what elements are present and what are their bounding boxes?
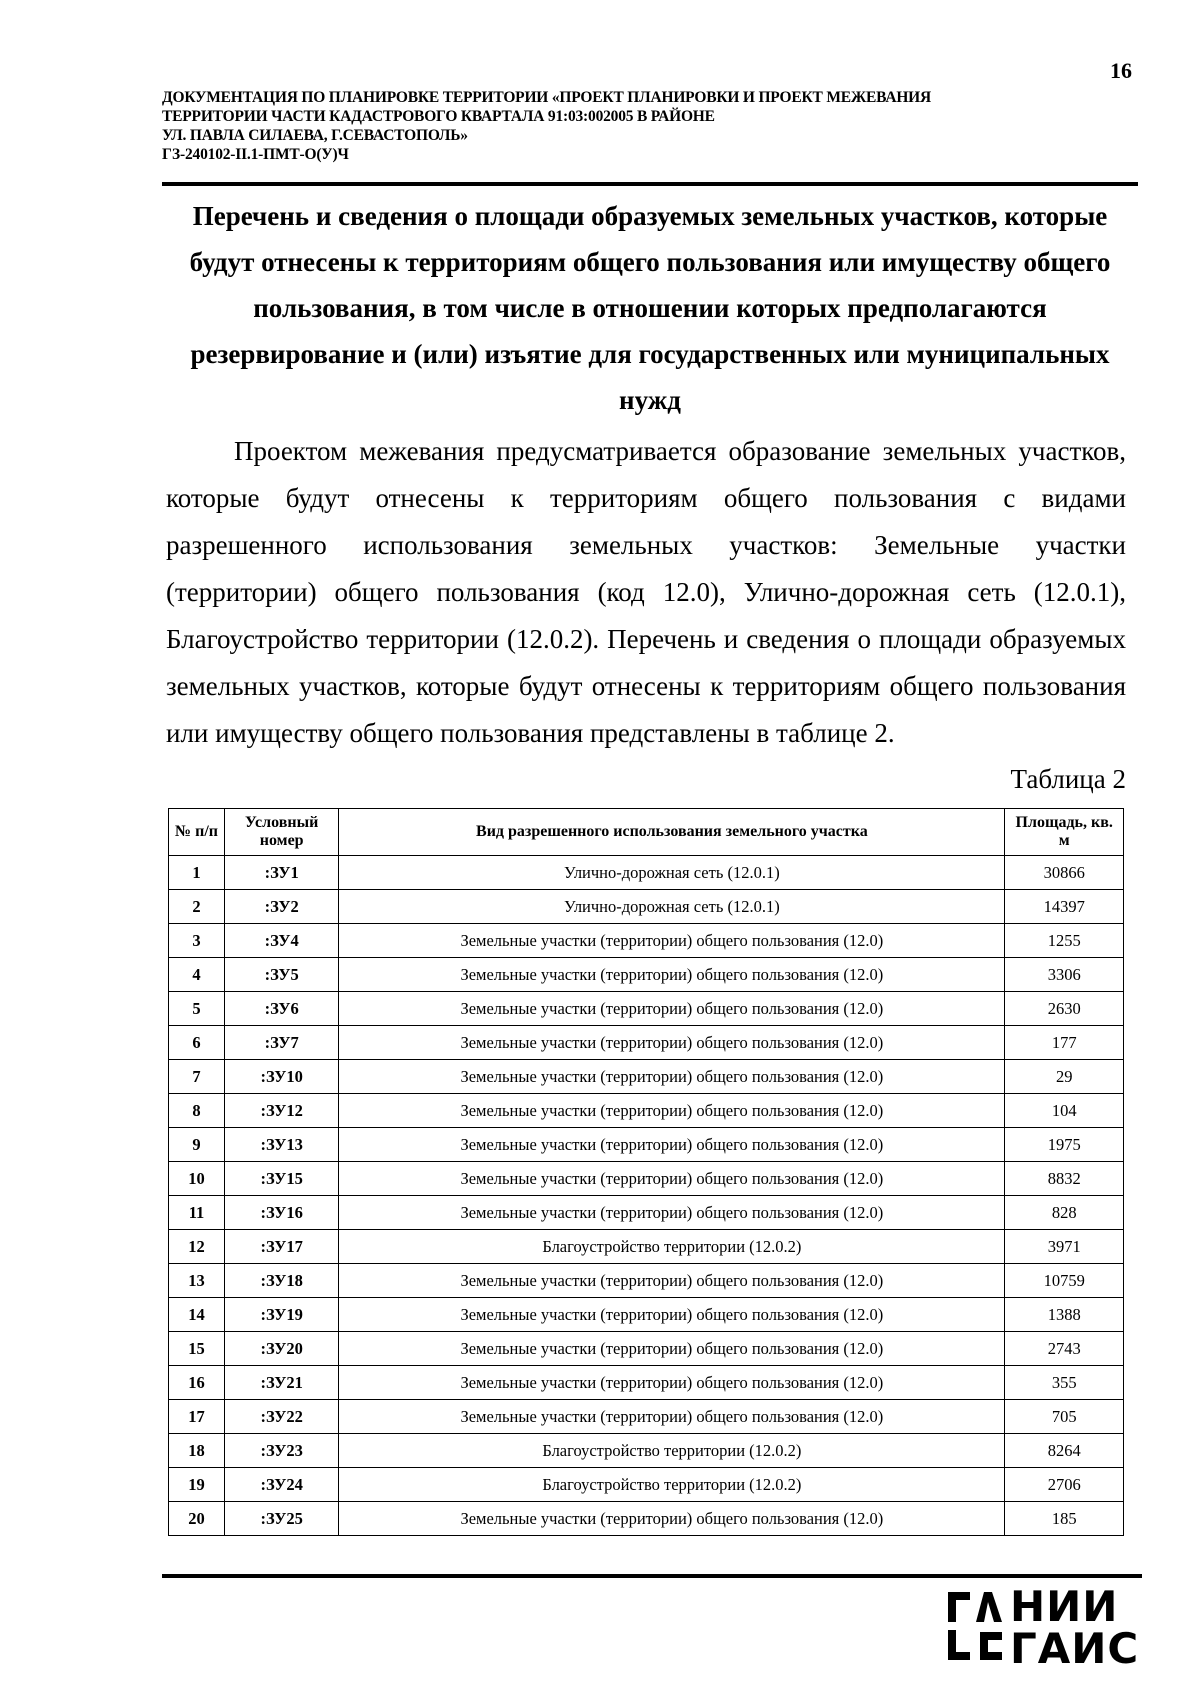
row-permitted-use: Земельные участки (территории) общего пользования (12.0) — [339, 1162, 1005, 1196]
row-permitted-use: Земельные участки (территории) общего пользования (12.0) — [339, 1026, 1005, 1060]
row-conditional-number: :ЗУ22 — [225, 1400, 339, 1434]
row-permitted-use: Улично-дорожная сеть (12.0.1) — [339, 890, 1005, 924]
table-row — [169, 1468, 1124, 1502]
row-number: 13 — [169, 1264, 225, 1298]
row-conditional-number: :ЗУ2 — [225, 890, 339, 924]
header-divider — [162, 182, 1138, 186]
row-permitted-use: Земельные участки (территории) общего пользования (12.0) — [339, 924, 1005, 958]
row-number: 14 — [169, 1298, 225, 1332]
row-area: 355 — [1005, 1366, 1124, 1400]
table-row — [169, 1162, 1124, 1196]
row-number: 6 — [169, 1026, 225, 1060]
table-row — [169, 1434, 1124, 1468]
table-row — [169, 1332, 1124, 1366]
row-number: 9 — [169, 1128, 225, 1162]
row-permitted-use: Земельные участки (территории) общего пользования (12.0) — [339, 1264, 1005, 1298]
table-row — [169, 958, 1124, 992]
row-permitted-use: Земельные участки (территории) общего пользования (12.0) — [339, 1060, 1005, 1094]
row-conditional-number: :ЗУ23 — [225, 1434, 339, 1468]
row-number: 1 — [169, 856, 225, 890]
logo-text — [1010, 1582, 1140, 1673]
row-area: 104 — [1005, 1094, 1124, 1128]
table-row — [169, 992, 1124, 1026]
row-number: 4 — [169, 958, 225, 992]
row-conditional-number: :ЗУ10 — [225, 1060, 339, 1094]
row-number: 17 — [169, 1400, 225, 1434]
row-permitted-use: Земельные участки (территории) общего пользования (12.0) — [339, 1366, 1005, 1400]
row-conditional-number: :ЗУ24 — [225, 1468, 339, 1502]
row-conditional-number: :ЗУ18 — [225, 1264, 339, 1298]
row-conditional-number: :ЗУ4 — [225, 924, 339, 958]
row-area: 14397 — [1005, 890, 1124, 924]
table-row — [169, 890, 1124, 924]
row-conditional-number: :ЗУ1 — [225, 856, 339, 890]
row-permitted-use: Благоустройство территории (12.0.2) — [339, 1468, 1005, 1502]
row-number: 8 — [169, 1094, 225, 1128]
header-line: УЛ. ПАВЛА СИЛАЕВА, Г.СЕВАСТОПОЛЬ» — [162, 127, 468, 144]
header-area: Площадь, кв. м — [1005, 809, 1124, 856]
header-cond: Условный номер — [225, 809, 339, 856]
table-body — [169, 856, 1124, 1536]
row-number: 5 — [169, 992, 225, 1026]
row-permitted-use: Благоустройство территории (12.0.2) — [339, 1434, 1005, 1468]
row-conditional-number: :ЗУ12 — [225, 1094, 339, 1128]
row-area: 8832 — [1005, 1162, 1124, 1196]
row-conditional-number: :ЗУ5 — [225, 958, 339, 992]
table-row — [169, 1060, 1124, 1094]
row-number: 20 — [169, 1502, 225, 1536]
row-number: 18 — [169, 1434, 225, 1468]
row-permitted-use: Земельные участки (территории) общего пользования (12.0) — [339, 1502, 1005, 1536]
row-permitted-use: Благоустройство территории (12.0.2) — [339, 1230, 1005, 1264]
row-conditional-number: :ЗУ13 — [225, 1128, 339, 1162]
table-row — [169, 1230, 1124, 1264]
row-number: 7 — [169, 1060, 225, 1094]
row-area: 3306 — [1005, 958, 1124, 992]
row-permitted-use: Земельные участки (территории) общего пользования (12.0) — [339, 1196, 1005, 1230]
row-conditional-number: :ЗУ20 — [225, 1332, 339, 1366]
section-title: Перечень и сведения о площади образуемых земельных участков, которые будут отнесены к территориям общего пользования или имуществу общего пользования, в том числе в отношении которых предполагаются резервирование и (или) изъятие для государственных или муниципальных нужд — [189, 201, 1111, 415]
row-area: 177 — [1005, 1026, 1124, 1060]
row-permitted-use: Земельные участки (территории) общего пользования (12.0) — [339, 1128, 1005, 1162]
land-plots-table — [168, 808, 1124, 1536]
row-number: 19 — [169, 1468, 225, 1502]
gais-emblem-icon — [946, 1588, 1004, 1664]
table-header-row — [169, 809, 1124, 856]
table-row — [169, 1366, 1124, 1400]
document-header — [162, 88, 1122, 164]
page-number: 16 — [1110, 58, 1132, 83]
row-conditional-number: :ЗУ19 — [225, 1298, 339, 1332]
row-conditional-number: :ЗУ7 — [225, 1026, 339, 1060]
table-row — [169, 1128, 1124, 1162]
table-row — [169, 1502, 1124, 1536]
body-paragraph: Проектом межевания предусматривается образование земельных участков, которые будут отнесены к территориям общего пользования с видами разрешенного использования земельных участков: Земельные участки (территории) общего пользования (код 12.0), Улично-дорожная сеть (12.0.1), Благоустройство территории (12.0.2). Перечень и сведения о площади образуемых земельных участков, которые будут отнесены к территориям общего пользования или имуществу общего пользования представлены в таблице 2. — [166, 436, 1126, 748]
row-conditional-number: :ЗУ16 — [225, 1196, 339, 1230]
header-line: ДОКУМЕНТАЦИЯ ПО ПЛАНИРОВКЕ ТЕРРИТОРИИ «ПРОЕКТ ПЛАНИРОВКИ И ПРОЕКТ МЕЖЕВАНИЯ — [162, 89, 932, 106]
table-row — [169, 1196, 1124, 1230]
table-row — [169, 1400, 1124, 1434]
row-area: 1388 — [1005, 1298, 1124, 1332]
row-conditional-number: :ЗУ25 — [225, 1502, 339, 1536]
row-area: 29 — [1005, 1060, 1124, 1094]
row-area: 3971 — [1005, 1230, 1124, 1264]
table-row — [169, 924, 1124, 958]
row-permitted-use: Земельные участки (территории) общего пользования (12.0) — [339, 1332, 1005, 1366]
row-area: 1255 — [1005, 924, 1124, 958]
header-kind: Вид разрешенного использования земельного участка — [339, 809, 1005, 856]
row-number: 15 — [169, 1332, 225, 1366]
row-conditional-number: :ЗУ17 — [225, 1230, 339, 1264]
row-number: 11 — [169, 1196, 225, 1230]
row-number: 12 — [169, 1230, 225, 1264]
header-num: № п/п — [169, 809, 225, 856]
row-area: 828 — [1005, 1196, 1124, 1230]
row-number: 16 — [169, 1366, 225, 1400]
row-area: 30866 — [1005, 856, 1124, 890]
document-code: ГЗ-240102-II.1-ПМТ-О(У)Ч — [162, 146, 349, 163]
row-area: 8264 — [1005, 1434, 1124, 1468]
table-row — [169, 1298, 1124, 1332]
row-permitted-use: Земельные участки (территории) общего пользования (12.0) — [339, 992, 1005, 1026]
table-row — [169, 1094, 1124, 1128]
row-area: 185 — [1005, 1502, 1124, 1536]
row-conditional-number: :ЗУ21 — [225, 1366, 339, 1400]
footer-divider — [162, 1574, 1142, 1578]
row-area: 705 — [1005, 1400, 1124, 1434]
row-area: 10759 — [1005, 1264, 1124, 1298]
logo-line-1: НИИ — [1010, 1582, 1119, 1631]
nii-gais-logo — [946, 1582, 1140, 1674]
row-number: 10 — [169, 1162, 225, 1196]
row-conditional-number: :ЗУ6 — [225, 992, 339, 1026]
table-row — [169, 1026, 1124, 1060]
table-row — [169, 856, 1124, 890]
row-permitted-use: Земельные участки (территории) общего пользования (12.0) — [339, 1400, 1005, 1434]
row-area: 1975 — [1005, 1128, 1124, 1162]
row-area: 2706 — [1005, 1468, 1124, 1502]
table-caption: Таблица 2 — [1010, 764, 1126, 794]
table-row — [169, 1264, 1124, 1298]
header-line: ТЕРРИТОРИИ ЧАСТИ КАДАСТРОВОГО КВАРТАЛА 91:03:002005 В РАЙОНЕ — [162, 108, 715, 125]
row-conditional-number: :ЗУ15 — [225, 1162, 339, 1196]
row-permitted-use: Земельные участки (территории) общего пользования (12.0) — [339, 1094, 1005, 1128]
row-area: 2630 — [1005, 992, 1124, 1026]
row-area: 2743 — [1005, 1332, 1124, 1366]
row-permitted-use: Земельные участки (территории) общего пользования (12.0) — [339, 1298, 1005, 1332]
row-number: 3 — [169, 924, 225, 958]
logo-line-2: ГАИС — [1010, 1624, 1140, 1673]
row-permitted-use: Земельные участки (территории) общего пользования (12.0) — [339, 958, 1005, 992]
row-permitted-use: Улично-дорожная сеть (12.0.1) — [339, 856, 1005, 890]
row-number: 2 — [169, 890, 225, 924]
